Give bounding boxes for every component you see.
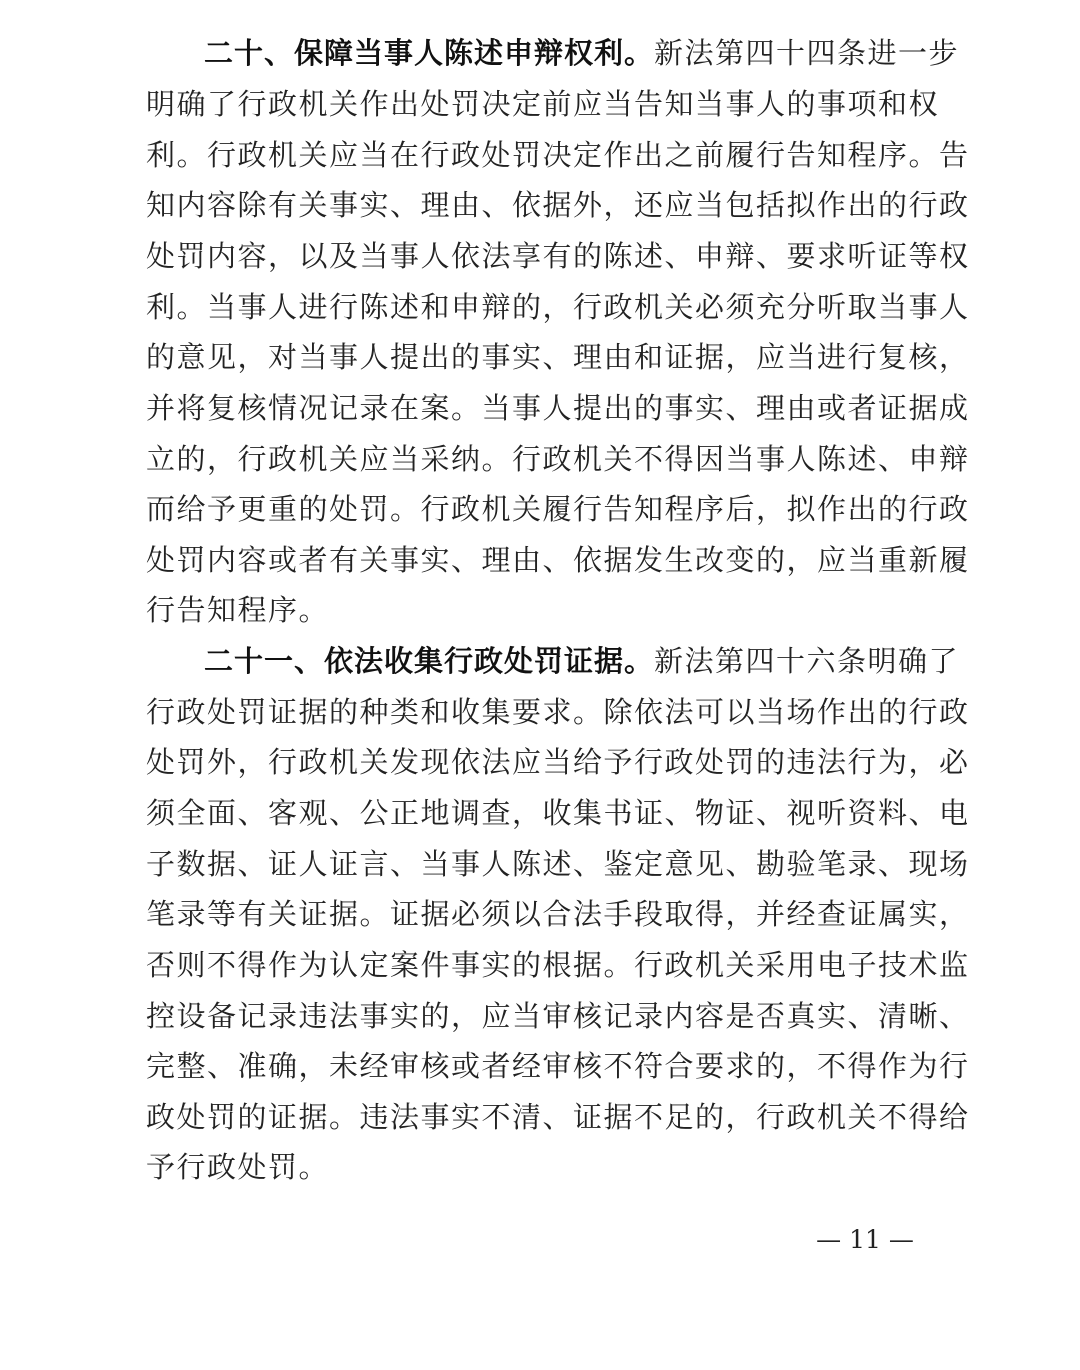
text-line: 行政处罚证据的种类和收集要求。除依法可以当场作出的行政 [146, 695, 970, 729]
text-line: 新法第四十四条进一步 [654, 36, 960, 70]
section-21-heading: 二十一、依法收集行政处罚证据。 [204, 644, 655, 678]
section-20-heading: 二十、保障当事人陈述申辩权利。 [204, 36, 655, 70]
text-line: 予行政处罚。 [146, 1150, 330, 1184]
text-line: 笔录等有关证据。证据必须以合法手段取得，并经查证属实， [146, 897, 970, 931]
text-line: 须全面、客观、公正地调查，收集书证、物证、视听资料、电 [146, 796, 970, 830]
text-line: 行告知程序。 [146, 593, 330, 627]
text-line: 否则不得作为认定案件事实的根据。行政机关采用电子技术监 [146, 948, 970, 982]
text-line: 并将复核情况记录在案。当事人提出的事实、理由或者证据成 [146, 391, 970, 425]
paragraph-20-line-1 [204, 32, 959, 74]
text-line: 子数据、证人证言、当事人陈述、鉴定意见、勘验笔录、现场 [146, 847, 970, 881]
text-line: 处罚内容，以及当事人依法享有的陈述、申辩、要求听证等权 [146, 239, 970, 273]
paragraph-21-line-1 [204, 640, 959, 682]
text-line: 处罚内容或者有关事实、理由、依据发生改变的，应当重新履 [146, 543, 970, 577]
text-line: 新法第四十六条明确了 [654, 644, 960, 678]
text-line: 的意见，对当事人提出的事实、理由和证据，应当进行复核， [146, 340, 970, 374]
text-line: 政处罚的证据。违法事实不清、证据不足的，行政机关不得给 [146, 1100, 970, 1134]
text-line: 知内容除有关事实、理由、依据外，还应当包括拟作出的行政 [146, 188, 970, 222]
text-line: 处罚外，行政机关发现依法应当给予行政处罚的违法行为，必 [146, 745, 970, 779]
page-number: — 11 — [816, 1225, 914, 1254]
text-line: 利。当事人进行陈述和申辩的，行政机关必须充分听取当事人 [146, 290, 970, 324]
text-line: 完整、准确，未经审核或者经审核不符合要求的，不得作为行 [146, 1049, 970, 1083]
text-line: 而给予更重的处罚。行政机关履行告知程序后，拟作出的行政 [146, 492, 970, 526]
text-line: 利。行政机关应当在行政处罚决定作出之前履行告知程序。告 [146, 138, 970, 172]
text-line: 明确了行政机关作出处罚决定前应当告知当事人的事项和权 [146, 87, 940, 121]
text-line: 控设备记录违法事实的，应当审核记录内容是否真实、清晰、 [146, 999, 970, 1033]
text-line: 立的，行政机关应当采纳。行政机关不得因当事人陈述、申辩 [146, 442, 970, 476]
